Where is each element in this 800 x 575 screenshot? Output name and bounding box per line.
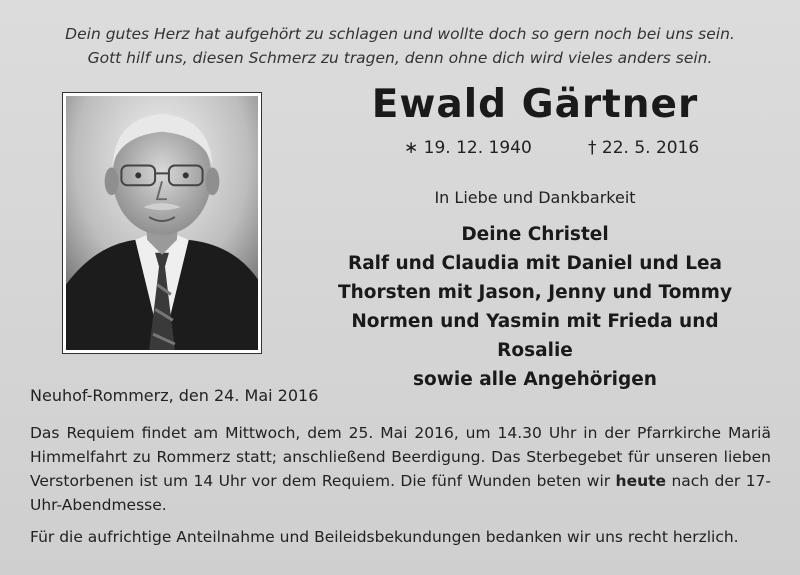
family-line-3: Thorsten mit Jason, Jenny und Tommy [337,282,733,303]
portrait-photo [66,96,258,350]
family-line-4: Normen und Yasmin mit Frieda und Rosalie [351,311,719,361]
requiem-today: heute [615,472,667,490]
portrait-illustration [66,96,258,350]
family-line-2: Ralf und Claudia mit Daniel und Lea [347,253,723,274]
family-line-1: Deine Christel [461,224,609,245]
family-line-5: sowie alle Angehörigen [413,369,657,390]
verse-line-1: Dein gutes Herz hat aufgehört zu schlagen und wollte doch so gern noch bei uns sein. [65,25,735,43]
death-date: † 22. 5. 2016 [588,138,700,158]
dedication-line: In Liebe und Dankbarkeit [434,188,636,207]
requiem-info [30,421,771,517]
deceased-name: Ewald Gärtner [371,82,699,127]
requiem-text-1: Das Requiem findet am Mittwoch, dem 25. Mai 2016, um 14.30 Uhr in der Pfarrkirche Mariä Himmelfahrt zu Rommerz statt; anschließend Beerdigung. Das Sterbegebet für unseren lieben Verstorbenen ist um 14 Uhr vor dem Requiem. Die fünf Wunden beten wir [30,424,771,490]
verse-line-2: Gott hilf uns, diesen Schmerz zu tragen, denn ohne dich wird vieles anders sein. [87,49,713,67]
place-and-date: Neuhof-Rommerz, den 24. Mai 2016 [30,386,319,405]
thanks-line: Für die aufrichtige Anteilnahme und Beileidsbekundungen bedanken wir uns recht herzlich. [30,528,739,546]
requiem-text-2: nach der 17-Uhr-Abendmesse. [30,472,772,514]
portrait-frame [62,92,262,354]
verse [0,22,800,70]
birth-date: ∗ 19. 12. 1940 [404,138,532,158]
family-list [320,220,750,394]
